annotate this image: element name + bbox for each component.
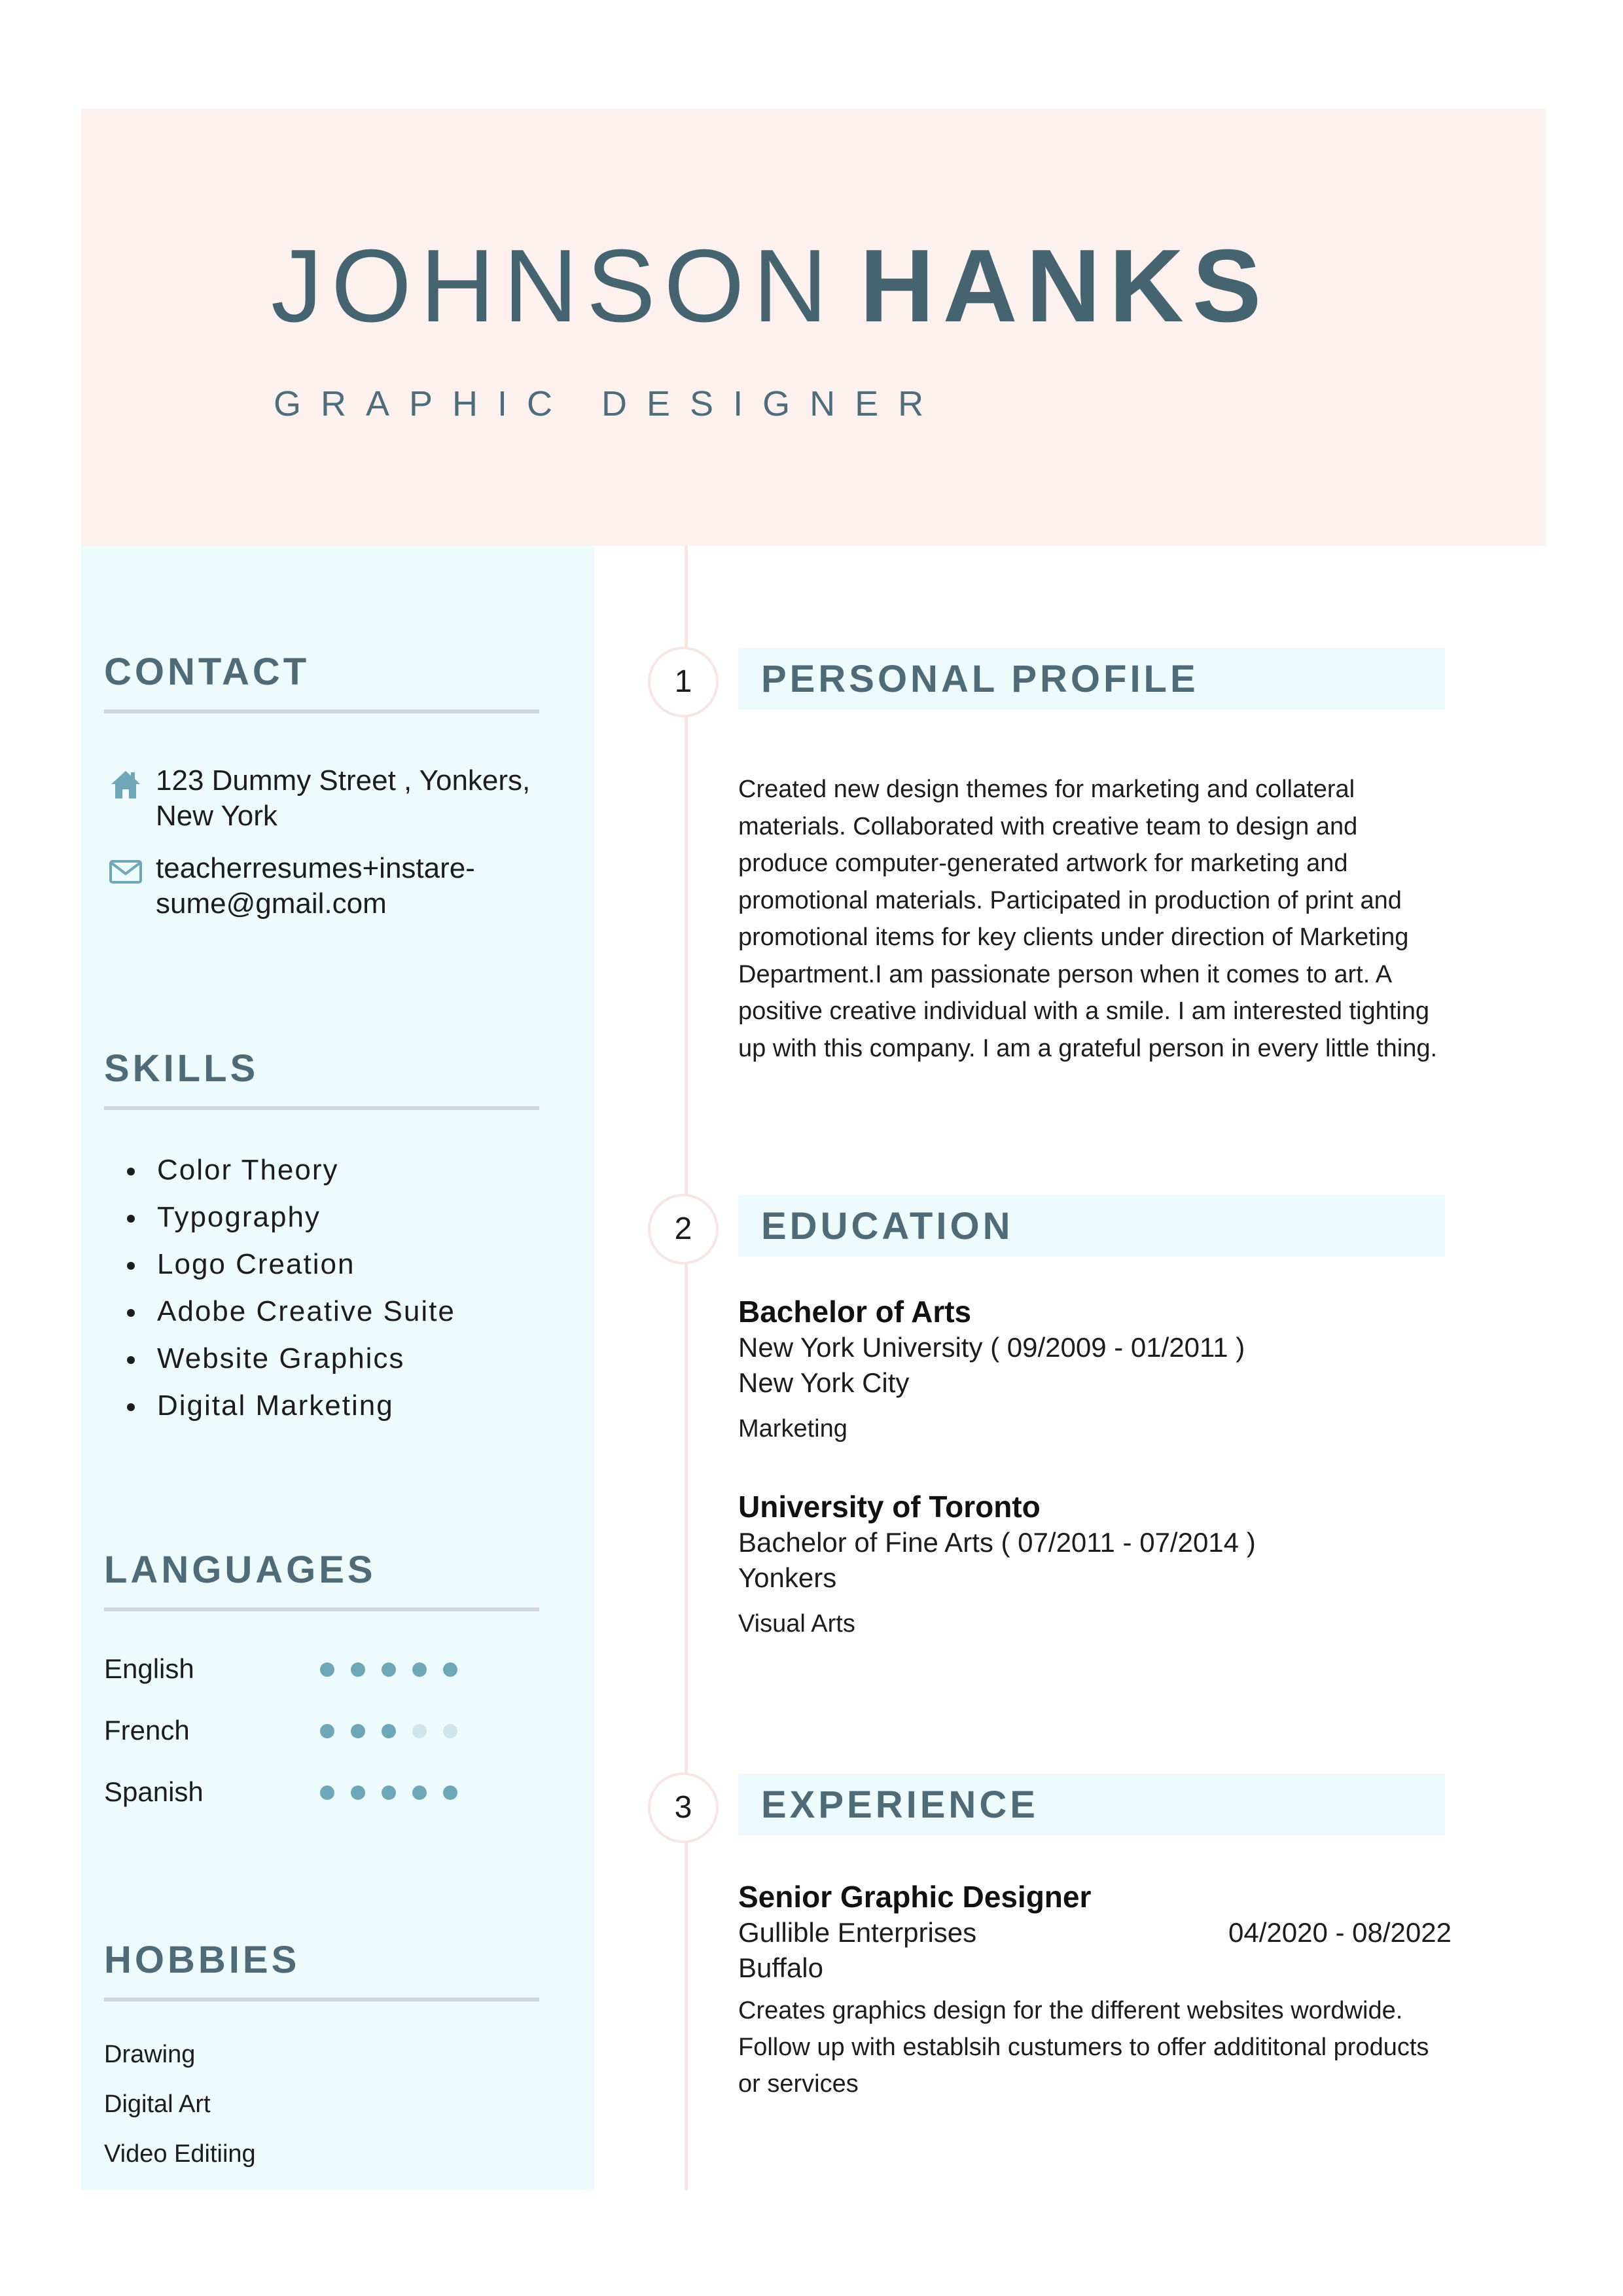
- education-section-header: [738, 1195, 1445, 1257]
- languages-divider: [104, 1607, 539, 1611]
- experience-heading: EXPERIENCE: [761, 1784, 1039, 1826]
- hobbies-divider: [104, 1998, 539, 2001]
- education-degree: Bachelor of Arts: [738, 1295, 972, 1329]
- level-dot-filled: [320, 1662, 334, 1677]
- profile-section-header: [738, 648, 1445, 709]
- profile-summary: Created new design themes for marketing and collateral materials. Collaborated with creative team to design and produce computer-generated artwork for marketing and promotional materials. Participated in production of print and promotional items for key clients under direction of Marketing Department.I am passionate person when it comes to art. A positive creative individual with a smile. I am interested tighting up with this company. I am a grateful person in every little thing.: [738, 776, 1438, 1062]
- envelope-icon: [107, 853, 144, 890]
- email-line-1: teacherresumes+instare-: [156, 852, 475, 884]
- education-heading: EDUCATION: [761, 1205, 1014, 1247]
- bullet-icon: [127, 1356, 135, 1364]
- education-entry: [738, 1488, 1452, 1640]
- section-number-2: 2: [648, 1194, 719, 1265]
- language-level-rating: [320, 1662, 474, 1677]
- language-row: [104, 1649, 497, 1689]
- contact-address: [107, 763, 552, 834]
- hobby-item: Video Editiing: [104, 2140, 256, 2168]
- experience-entry: [738, 1878, 1452, 2102]
- experience-dates: 04/2020 - 08/2022: [1228, 1917, 1452, 1948]
- level-dot-empty: [412, 1724, 427, 1738]
- language-name: English: [104, 1653, 194, 1684]
- skill-item: Website Graphics: [127, 1335, 455, 1382]
- level-dot-filled: [443, 1785, 457, 1800]
- skills-heading: SKILLS: [104, 1047, 259, 1090]
- skills-list: [127, 1147, 455, 1429]
- level-dot-filled: [351, 1662, 365, 1677]
- first-name: JOHNSON: [271, 228, 836, 344]
- level-dot-filled: [320, 1785, 334, 1800]
- contact-heading: CONTACT: [104, 651, 310, 693]
- section-number-3: 3: [648, 1772, 719, 1843]
- sidebar: [81, 546, 594, 2190]
- languages-heading: LANGUAGES: [104, 1549, 376, 1591]
- job-title: GRAPHIC DESIGNER: [274, 384, 944, 423]
- education-location: Yonkers: [738, 1562, 837, 1593]
- education-institution-dates: New York University ( 09/2009 - 01/2011 ): [738, 1332, 1245, 1363]
- skill-item: Adobe Creative Suite: [127, 1288, 455, 1335]
- hobby-item: Digital Art: [104, 2090, 211, 2118]
- bullet-icon: [127, 1215, 135, 1223]
- hobby-item: Drawing: [104, 2041, 196, 2068]
- level-dot-filled: [412, 1662, 427, 1677]
- contact-divider: [104, 709, 539, 713]
- level-dot-filled: [320, 1724, 334, 1738]
- contact-email[interactable]: [107, 851, 552, 922]
- header-banner: [81, 109, 1546, 546]
- level-dot-filled: [382, 1785, 396, 1800]
- skill-item: Color Theory: [127, 1147, 455, 1194]
- language-row: [104, 1772, 497, 1812]
- home-icon: [107, 766, 144, 802]
- education-subject: Marketing: [738, 1415, 847, 1443]
- level-dot-filled: [382, 1662, 396, 1677]
- bullet-icon: [127, 1403, 135, 1411]
- level-dot-filled: [351, 1724, 365, 1738]
- experience-role: Senior Graphic Designer: [738, 1880, 1092, 1914]
- education-institution-dates: Bachelor of Fine Arts ( 07/2011 - 07/2014 ): [738, 1527, 1256, 1558]
- language-level-rating: [320, 1785, 474, 1800]
- experience-description: Creates graphics design for the different websites wordwide. Follow up with establsih custumers to offer addititonal products or services: [738, 1997, 1429, 2098]
- experience-company: Gullible Enterprises: [738, 1917, 977, 1948]
- language-name: Spanish: [104, 1776, 204, 1807]
- timeline-line: [685, 546, 688, 2190]
- level-dot-filled: [382, 1724, 396, 1738]
- education-location: New York City: [738, 1367, 910, 1398]
- email-line-2: sume@gmail.com: [156, 888, 387, 920]
- level-dot-filled: [412, 1785, 427, 1800]
- hobbies-heading: HOBBIES: [104, 1939, 300, 1981]
- education-entry: [738, 1293, 1452, 1445]
- bullet-icon: [127, 1168, 135, 1175]
- address-line-1: 123 Dummy Street , Yonkers,: [156, 764, 531, 797]
- skill-item: Digital Marketing: [127, 1382, 455, 1429]
- education-subject: Visual Arts: [738, 1610, 855, 1638]
- candidate-name: [271, 228, 1270, 344]
- bullet-icon: [127, 1309, 135, 1317]
- language-name: French: [104, 1715, 190, 1746]
- language-row: [104, 1711, 497, 1750]
- level-dot-filled: [443, 1662, 457, 1677]
- level-dot-empty: [443, 1724, 457, 1738]
- experience-location: Buffalo: [738, 1952, 823, 1983]
- section-number-1: 1: [648, 647, 719, 717]
- profile-heading: PERSONAL PROFILE: [761, 658, 1199, 700]
- language-level-rating: [320, 1724, 474, 1738]
- last-name: HANKS: [859, 228, 1270, 344]
- skills-divider: [104, 1106, 539, 1110]
- skill-item: Typography: [127, 1194, 455, 1241]
- bullet-icon: [127, 1262, 135, 1270]
- education-degree: University of Toronto: [738, 1490, 1041, 1524]
- address-line-2: New York: [156, 800, 277, 832]
- skill-item: Logo Creation: [127, 1241, 455, 1288]
- level-dot-filled: [351, 1785, 365, 1800]
- experience-section-header: [738, 1774, 1445, 1835]
